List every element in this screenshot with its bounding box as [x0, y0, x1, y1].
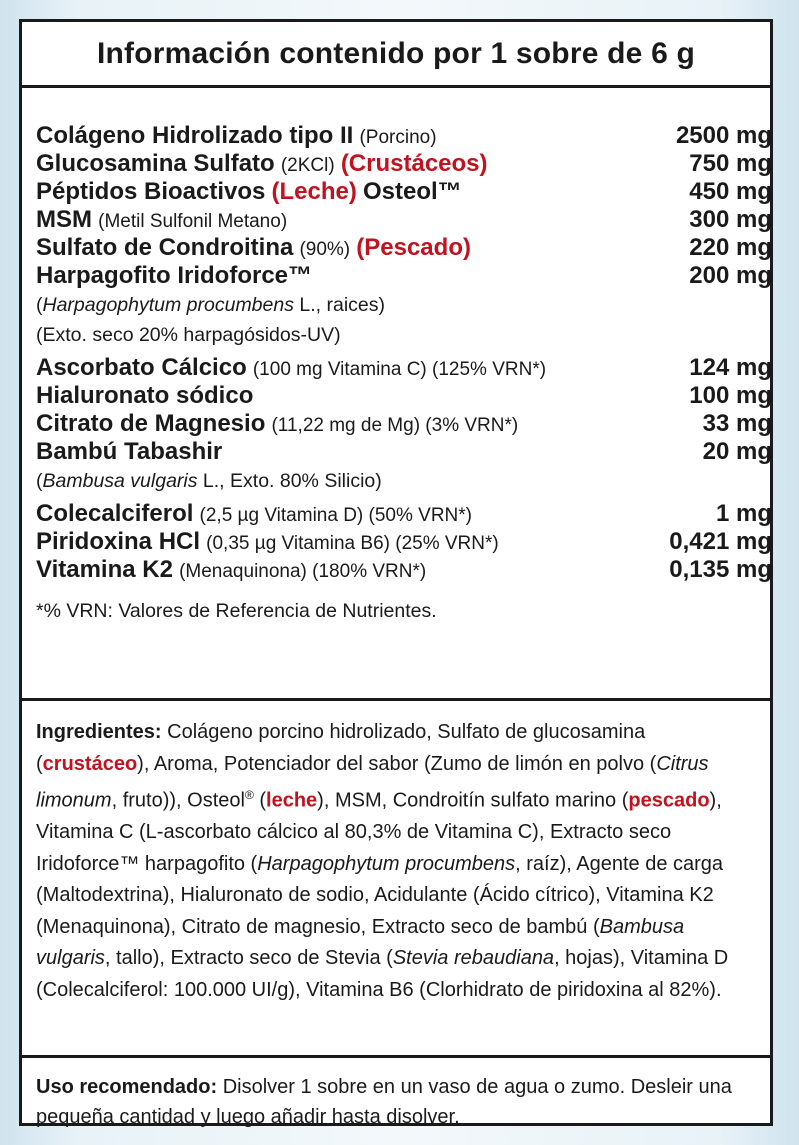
nutrient-note: (0,35 µg Vitamina B6) (25% VRN*) — [206, 533, 499, 554]
allergen-tag: pescado — [628, 789, 710, 812]
nutrient-row — [36, 354, 772, 382]
nutrient-row — [36, 528, 772, 556]
nutrient-row — [36, 122, 772, 150]
nutrient-name: Piridoxina HCl — [36, 528, 201, 555]
nutrient-row — [36, 178, 772, 206]
nutrient-row — [36, 262, 772, 290]
usage-label: Uso recomendado: — [36, 1076, 218, 1098]
nutrient-row — [36, 234, 772, 262]
nutrient-amount: 1 mg — [715, 500, 772, 527]
allergen-tag: crustáceo — [42, 752, 138, 775]
nutrient-amount: 33 mg — [702, 410, 772, 437]
nutrient-name: Hialuronato sódico — [36, 382, 254, 409]
nutrient-amount: 2500 mg — [675, 122, 772, 149]
nutrition-label — [19, 19, 773, 1126]
nutrient-row — [36, 410, 772, 438]
allergen-tag: (Leche) — [271, 178, 357, 205]
nutrient-note: (2,5 µg Vitamina D) (50% VRN*) — [199, 505, 472, 526]
nutrient-row — [36, 382, 772, 410]
nutrient-name: Colecalciferol — [36, 500, 194, 527]
nutrient-amount: 450 mg — [689, 178, 772, 205]
nutrient-note: (90%) — [299, 239, 351, 260]
nutrient-subnote: (Exto. seco 20% harpagósidos-UV) — [36, 324, 341, 346]
nutrient-note: (Porcino) — [359, 127, 437, 148]
nutrient-name: Vitamina K2 — [36, 556, 173, 583]
nutrient-row — [36, 438, 772, 466]
nutrient-row — [36, 150, 772, 178]
nutrient-note: (2KCl) — [280, 155, 335, 176]
nutrient-amount: 0,135 mg — [669, 556, 772, 583]
nutrient-name: Harpagofito Iridoforce™ — [36, 262, 313, 289]
nutrient-note: (Menaquinona) (180% VRN*) — [179, 561, 427, 582]
nutrient-note: (11,22 mg de Mg) (3% VRN*) — [271, 415, 519, 436]
nutrient-note: (Metil Sulfonil Metano) — [98, 211, 288, 232]
allergen-tag: (Pescado) — [356, 234, 471, 261]
nutrient-note: (100 mg Vitamina C) (125% VRN*) — [252, 359, 547, 380]
nutrient-amount: 220 mg — [689, 234, 772, 261]
nutrient-name-2: Osteol™ — [363, 178, 462, 205]
nutrient-subnote: (Harpagophytum procumbens L., raices) — [36, 294, 386, 316]
nutrient-name: Citrato de Magnesio — [36, 410, 266, 437]
allergen-tag: (Crustáceos) — [340, 150, 488, 177]
usage-section — [22, 1055, 770, 1132]
nutrient-name: Péptidos Bioactivos — [36, 178, 266, 205]
nutrient-name: Sulfato de Condroitina — [36, 234, 294, 261]
nutrient-amount: 300 mg — [689, 206, 772, 233]
nutrient-name: Glucosamina Sulfato — [36, 150, 275, 177]
nutrient-row — [36, 556, 772, 584]
nutrient-row — [36, 206, 772, 234]
nutrient-list — [22, 88, 770, 623]
nutrient-subnote: (Bambusa vulgaris L., Exto. 80% Silicio) — [36, 470, 382, 492]
nutrient-amount: 20 mg — [702, 438, 772, 465]
nutrient-row — [36, 500, 772, 528]
label-title: Información contenido por 1 sobre de 6 g — [22, 22, 770, 88]
nutrient-amount: 750 mg — [689, 150, 772, 177]
nutrient-amount: 0,421 mg — [669, 528, 772, 555]
allergen-tag: leche — [266, 789, 318, 812]
usage-text: Disolver 1 sobre en un vaso de agua o zumo. Desleir una pequeña cantidad y luego añadir hasta disolver. — [36, 1076, 732, 1128]
ingredients-label: Ingredientes: — [36, 721, 162, 743]
nutrient-amount: 200 mg — [689, 262, 772, 289]
nutrient-name: Colágeno Hidrolizado tipo II — [36, 122, 354, 149]
nutrient-name: MSM — [36, 206, 92, 233]
nutrient-amount: 100 mg — [689, 382, 772, 409]
nutrient-amount: 124 mg — [689, 354, 772, 381]
nutrient-name: Ascorbato Cálcico — [36, 354, 247, 381]
vrn-footnote: *% VRN: Valores de Referencia de Nutrientes. — [36, 600, 437, 622]
ingredients-section: Ingredientes: Colágeno porcino hidrolizado, Sulfato de glucosamina (crustáceo), Aroma, Potenciador del sabor (Zumo de limón en polvo (Citrus limonum, fruto)), Osteol® (leche), MSM, Condroitín sulfato marino (pescado), Vitamina C (L-ascorbato cálcico al 80,3% de Vitamina C), Extracto seco Iridoforce™ harpagofito (Harpagophytum procumbens, raíz), Agente de carga (Maltodextrina), Hialuronato de sodio, Acidulante (Ácido cítrico), Vitamina K2 (Menaquinona), Citrato de magnesio, Extracto seco de bambú (Bambusa vulgaris, tallo), Extracto seco de Stevia (Stevia rebaudiana, hojas), Vitamina D (Colecalciferol: 100.000 UI/g), Vitamina B6 (Clorhidrato de piridoxina al 82%). — [22, 698, 770, 1006]
nutrient-name: Bambú Tabashir — [36, 438, 223, 465]
